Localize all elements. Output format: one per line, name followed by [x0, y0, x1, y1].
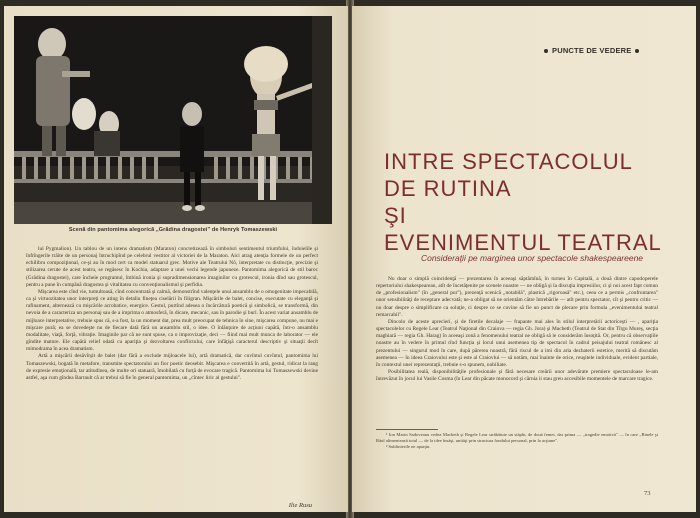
bullet-icon [635, 49, 639, 53]
title-line: EVENIMENTUL TEATRAL [384, 230, 662, 255]
left-paragraph: Mişcarea este cînd vie, tumultoasă, cînd concentrată şi calmă, demonstrînd valenţele unui ansamblu de o omogenitate impecabilă, ca şi virtuozitatea unor interpreţi ce ating în detaliu fineţea ciselării în filigran. Mişcările de balet, concise, executate cu eleganţă şi rafinament, alternează cu mişcările acrobatice, energice. Gestul, purtînd adesea o încărcătură poetică şi simbolică, se transformă, din nevoia de a caracteriza un personaj sau de a imprima o atmosferă, în dicare, mecanic, sau în parodie şi burl. În acest variat ansamblu de mijloace interpretative, trebuie spus că, s-a fost, la un moment dat, prea mult preocupat de tehnica în sine, mişcarea compune, nu mai e mişcare pură; ea se dovedeşte nu de fiecare dată fără un ansamblu stil, o idee. O înlănţuire de acţiuni capătă, într-o ansamblu modalitate, viaţă, forţă, vibraţie. Imaginile par că ne sunt spuse, ca o improvizaţie, deci — fiind mai mult munca de laborator — ele gîndite mature. Ele capătă relief odată cu apariţia şi dezvoltarea conflictului, care înfăţişă caracterul descriptiv şi situaţii decît mimodrama în acea dramatism. [26, 288, 318, 353]
right-paragraph: Posibilitatea reală, disponibilităţile profesionale şi fără necesare creării unor adevărate premiere spectaculoase le-am întrevăzut în jocul lui Vasile Cosma (în Lear din păcate monocord şi cărnia ii stau greu accesibile momentele de marcare tragice. [376, 369, 658, 383]
right-paragraph: Dincolo de aceste aprecieri, şi de firetile decalaje — frapante mai ales în stilul interpretării actoriceşti — , apariţia spectacolelor cu Regele Lear (Teatrul Naţional din Craiova — regia Gh. Jora) şi Macbeth (Teatrul de Stat din Tîrgu Mureş, secţia maghiară — regia Gh. Harag) în aceeaşi zonă a fenomenului teatral ne obligă să le considerăm însoţită. Or, pentru că observaţiile noastre au în vedere în primul rînd funcţia şi locul unui asemenea tip de spectacol în cadrul peisajului teatral românesc al prezentului — singurul mod în care, după părerea noastră, fără riscul de a imi din aria dezbaterii estetice, merită să discutăm asemenea — în ideea Craiovului este şi este al Craiovlui — să notăm, mai înainte de orice, reuşitele individuale, evident partiale, în contextul unei reprezentaţii, trebuie s-o spunem, nobiliate. [376, 318, 658, 368]
stage-photo [14, 16, 332, 224]
article-title [384, 148, 684, 256]
right-paragraph: Nu doar o simplă coincidenţă — prezentarea în aceeaşi săptămînă, în turneu în Capitală, a două dintre capodoperele repertoriului shakespearean, atît de încetăţenite pe scenele noastre — ne obligă şi la discuţia impresiilor, ci şi noi acest fapt comun de „profesionalism" (în „general pur"), prezenţă scenică „notabilă", plastică „rigoroasă" etc.), ceea ce a permis „confruntarea" unor sensibilităţi de receptare adecvată; ne-a obligat să ne orientăm către întrebările — atît pentru spectator, cît şi pentru critic — nu doar despre o simplificare ca soluţie, ci despre ce se cuvine să fie un punct de plecare prin formula „evenimentului teatral remarcabil". [376, 276, 658, 318]
left-paragraph: Artă a mişcării desăvîrşit de balet (dar fără a exclude mijloacele lui), artă dramatică, dar cuvîntul cuvîntul, pantomima lui Tomaszewski, bogată în metafore, transmite spectatorului un fior poetic deosebit. Mişcarea e convertită în artă, gestul, ridicat la rang de expresie emoţională, tar atitudinea, de multe ori statuară, îmobilată cu forţă de evocare tragică. Pantomima lui Tomaszewski devine astfel, aşa cum gîndea Barrault că ar trebui să fie în general pantomima, un „cîntec liric al gestului". [26, 353, 318, 381]
article-subtitle: Consideraţii pe marginea unor spectacole shakespeareene [420, 253, 644, 263]
photo-caption: Scenă din pantomima alegorică „Grădina dragostei" de Henryk Tomaszewski [68, 227, 278, 233]
section-kicker [540, 46, 643, 55]
footnote: ² Sublinierile ne aparţin. [386, 443, 431, 449]
footnote-divider [376, 429, 438, 430]
footnote: ¹ Ion Marin Sadoveanu vedea Macbeth şi Regele Lear străbătute un stăpîn, de două femei, dar prima — „tragedie emotivă" — în care „Binele şi Răul alimentează totul — de la idee însăşi, unităţi prin structura fondului personal, prin la acţiune". [376, 432, 658, 443]
left-paragraph: lui Pygmalion). Un tablou de un intens dramatism (Maraton) concretizează în simboluri sentimentul triumfului, îndoielile şi înfrîngerile trăite de un personaj întruchipînd pe celebrul vestitor al victoriei de la Maraton. Aici atrag atenţia formele de un perfect echilibru compoziţional, ce-şi au în mod cert ca model statuarul grec. Motive ale Teatrului Nô, interpretate cu distincţie, precizie şi stilizarea cerute de acest teatru, se regăsesc în Kochia, adaptare a unei vechi legende japoneze. Pantomima alegorică de stil baroc (Grădina dragostei), care încheie programul, îmbină ironia şi supradimensionarea imaginilor cu grotescul, ironia dînd sau grotescul, pentru a pune în cumpănă dragostea şi vitalitatea cu convenţionalismul şi perfidia. [26, 246, 318, 288]
author-signature: Ilie Rusu [288, 502, 312, 509]
bullet-icon [544, 49, 548, 53]
left-article-body [26, 246, 318, 382]
title-line: ŞI [384, 203, 407, 228]
title-line: INTRE SPECTACOLUL [384, 149, 633, 174]
title-line: DE RUTINA [384, 176, 512, 201]
right-page [352, 6, 696, 512]
footnotes [376, 432, 658, 449]
left-page [4, 6, 348, 512]
right-article-body [376, 276, 658, 383]
page-number: 73 [644, 490, 651, 497]
kicker-text: PUNCTE DE VEDERE [552, 46, 632, 55]
